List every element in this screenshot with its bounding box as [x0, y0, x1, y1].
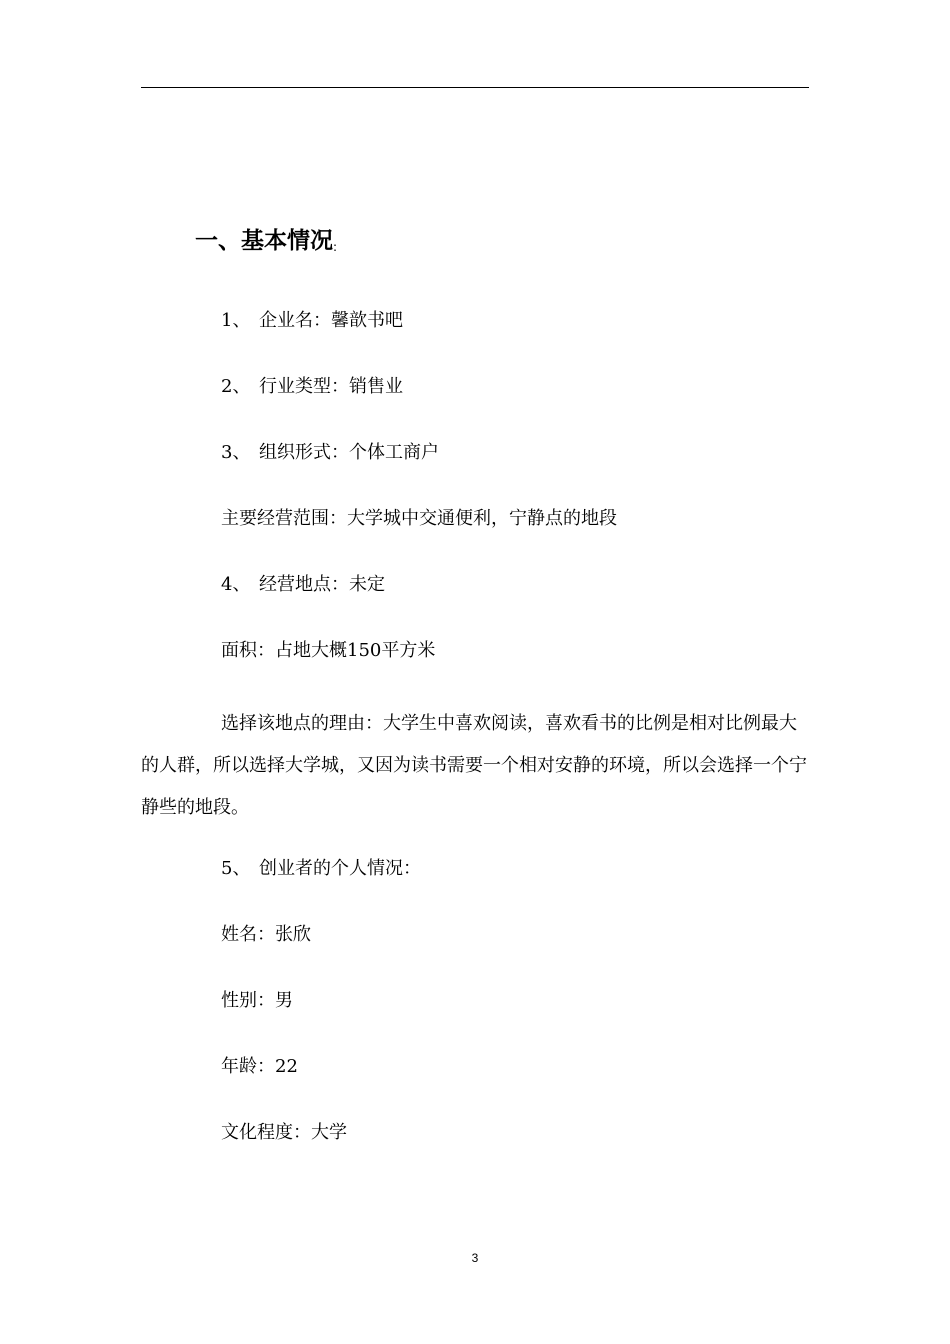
item-organization-form [221, 442, 439, 464]
item-text: 创业者的个人情况： [259, 858, 421, 879]
item-number: 5、 [221, 858, 251, 879]
item-text: 行业类型：销售业 [259, 376, 403, 397]
item-area [221, 640, 435, 662]
item-industry-type [221, 376, 403, 398]
founder-gender: 性别：男 [221, 990, 293, 1011]
founder-education: 文化程度：大学 [221, 1122, 347, 1143]
item-number: 4、 [221, 574, 251, 595]
item-text: 企业名：馨歆书吧 [259, 310, 403, 331]
item-text: 主要经营范围：大学城中交通便利，宁静点的地段 [221, 508, 617, 529]
item-number: 1、 [221, 310, 251, 331]
item-business-location [221, 574, 385, 596]
founder-name: 姓名：张欣 [221, 924, 311, 945]
item-number: 3、 [221, 442, 251, 463]
page-number: 3 [471, 1251, 479, 1265]
item-business-scope [221, 508, 617, 530]
header-rule [141, 87, 809, 88]
location-reason-paragraph: 选择该地点的理由：大学生中喜欢阅读，喜欢看书的比例是相对比例最大的人群，所以选择大学城，又因为读书需要一个相对安静的环境，所以会选择一个宁静些的地段。 [141, 713, 807, 818]
section-heading-title: 一、基本情况 [195, 228, 333, 254]
founder-age: 年龄：22 [221, 1056, 298, 1077]
item-company-name [221, 310, 403, 332]
item-text: 面积：占地大概150平方米 [221, 640, 436, 661]
section-heading-colon: : [333, 240, 338, 254]
item-number: 2、 [221, 376, 251, 397]
item-text: 经营地点：未定 [259, 574, 385, 595]
section-heading [195, 228, 337, 256]
item-text: 组织形式：个体工商户 [259, 442, 439, 463]
founder-heading [221, 858, 421, 880]
